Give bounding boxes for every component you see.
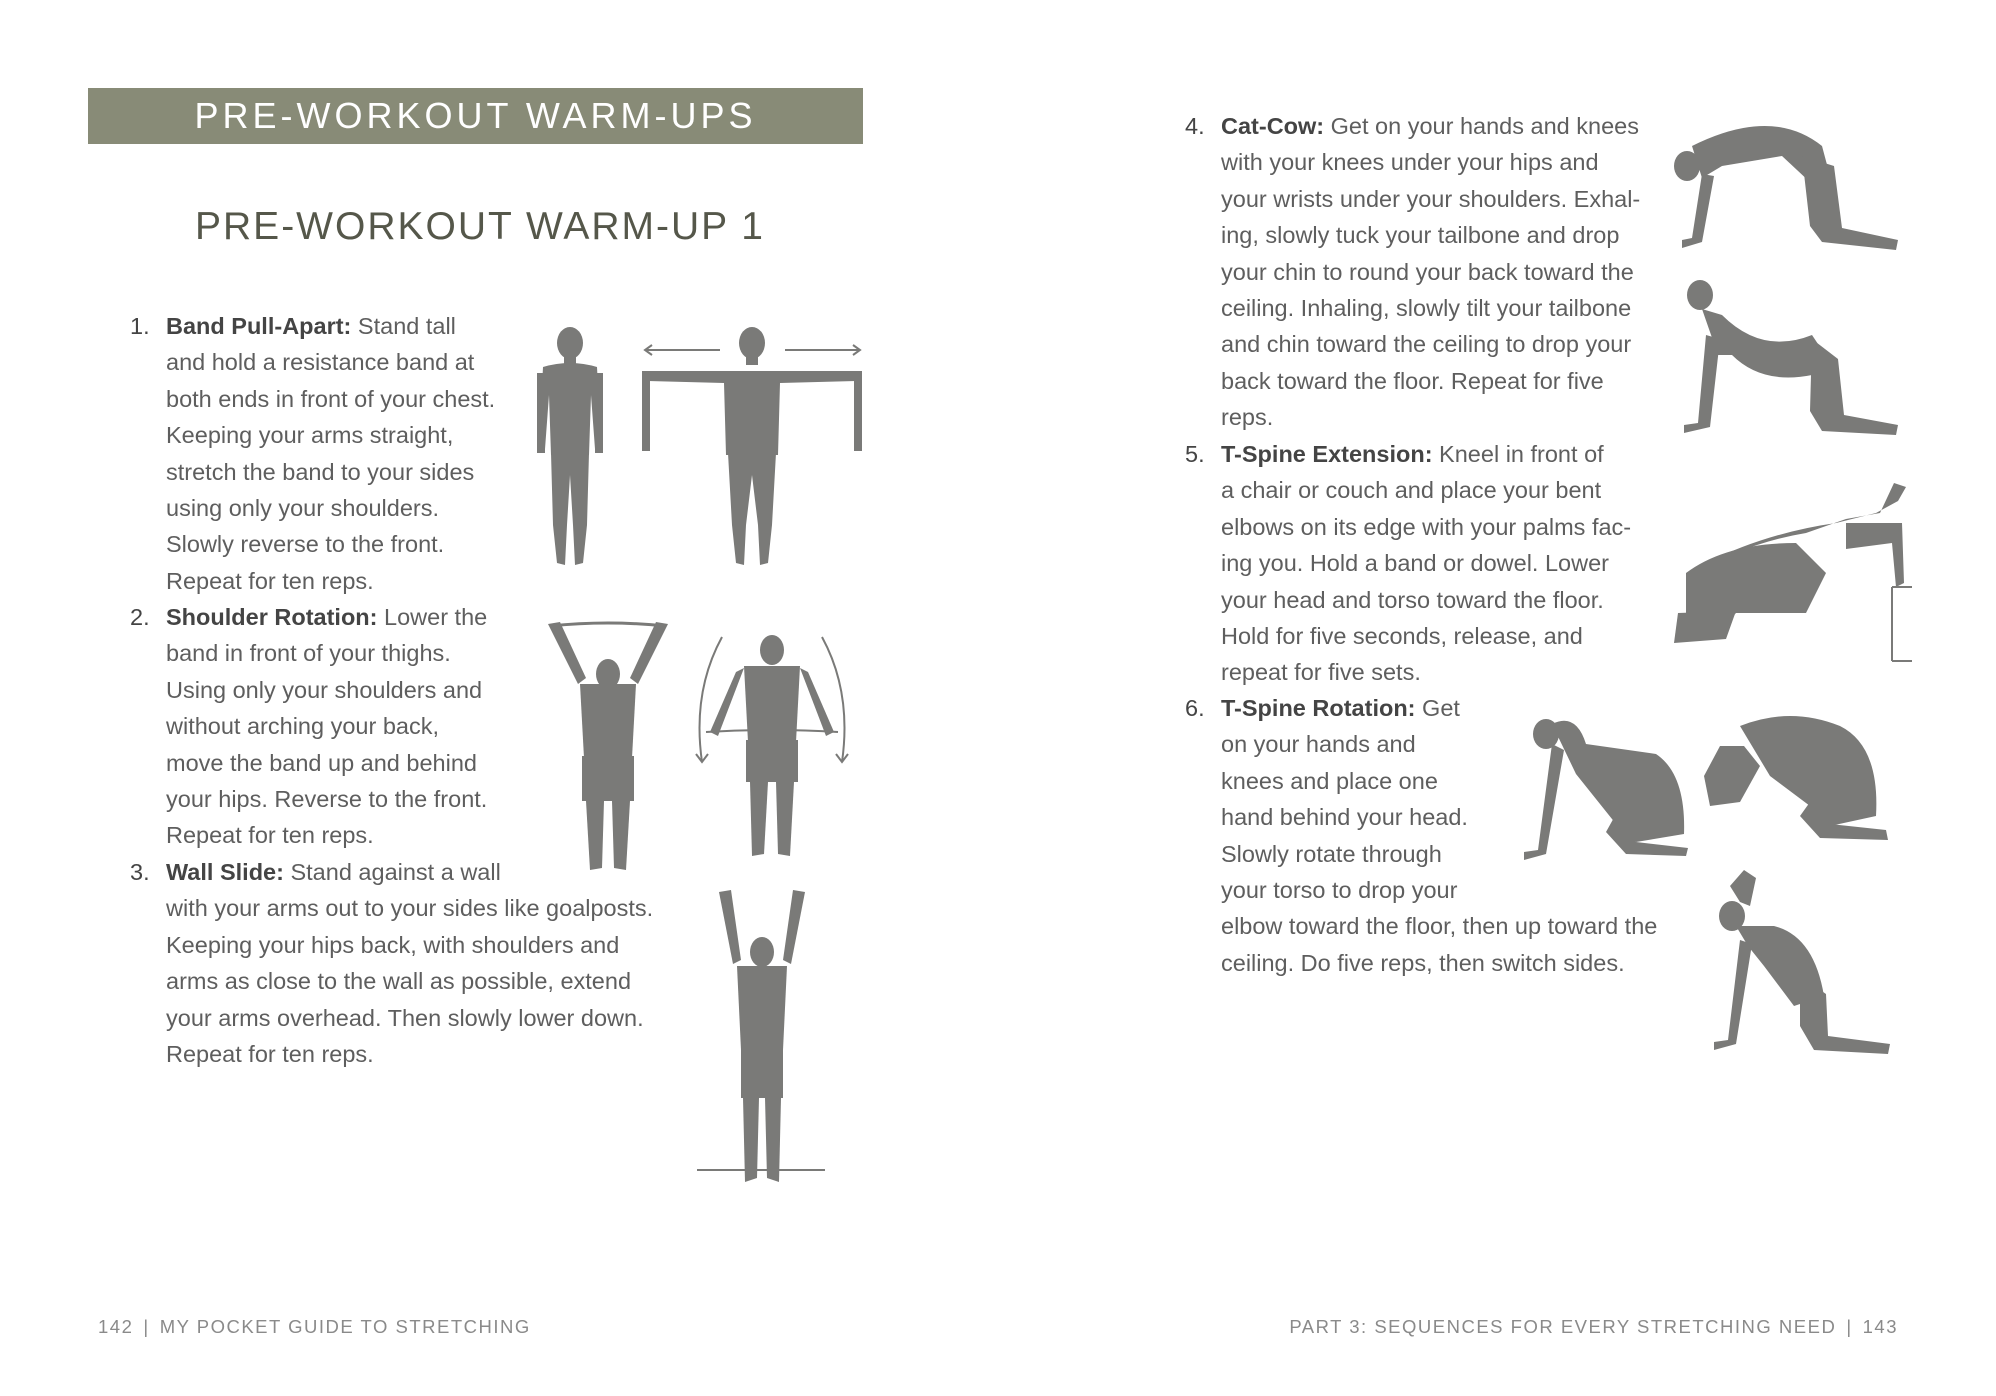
person-cat-pose-icon <box>1662 116 1912 256</box>
page-number: 143 <box>1862 1316 1898 1337</box>
person-kneeling-rotation-icon <box>1704 866 1914 1056</box>
person-kneeling-rotation-icon <box>1700 706 1910 846</box>
item-name: Cat-Cow: <box>1221 113 1325 139</box>
item-number: 6. <box>1185 695 1205 721</box>
section-banner: PRE-WORKOUT WARM-UPS <box>88 88 863 144</box>
exercise-item-t-spine-rotation: 6. T-Spine Rotation: Get on your hands and knees and place one hand behind your head. Slowly rotate through your torso to drop your elbow toward the floor, then up toward the ceiling. Do five reps, then switch sides. <box>1221 690 1657 981</box>
part-title: PART 3: SEQUENCES FOR EVERY STRETCHING NEED <box>1289 1316 1837 1337</box>
item-name: T-Spine Extension: <box>1221 441 1433 467</box>
person-kneeling-chair-icon <box>1666 483 1916 673</box>
section-title: PRE-WORKOUT WARM-UP 1 <box>195 205 765 248</box>
exercise-item-band-pull-apart: 1. Band Pull-Apart: Stand tall and hold a resistance band at both ends in front of your chest. Keeping your arms straight, stretch the band to your sides using only your shoulders. Slowly reverse to the front. Repeat for ten reps. <box>166 308 495 599</box>
item-name: Band Pull-Apart: <box>166 313 352 339</box>
person-kneeling-rotation-icon <box>1516 714 1696 864</box>
item-number: 4. <box>1185 113 1205 139</box>
item-number: 2. <box>130 604 150 630</box>
exercise-item-wall-slide: 3. Wall Slide: Stand against a wall with your arms out to your sides like goalposts. Keeping your hips back, with shoulders and arms as close to the wall as possible, extend your arms overhead. Then slowly lower down. Repeat for ten reps. <box>166 854 653 1072</box>
person-wall-slide-icon <box>697 890 827 1190</box>
person-cow-pose-icon <box>1662 275 1912 445</box>
person-band-arc-icon <box>692 632 852 872</box>
book-title: MY POCKET GUIDE TO STRETCHING <box>159 1316 531 1337</box>
person-arms-out-band-icon <box>640 325 865 570</box>
person-band-overhead-icon <box>538 618 678 878</box>
item-number: 1. <box>130 313 150 339</box>
footer-right: PART 3: SEQUENCES FOR EVERY STRETCHING NEED | 143 <box>1289 1316 1898 1337</box>
item-number: 3. <box>130 859 150 885</box>
item-name: Wall Slide: <box>166 859 284 885</box>
exercise-item-cat-cow: 4. Cat-Cow: Get on your hands and knees with your knees under your hips and your wrists under your shoulders. Exhal- ing, slowly tuck your tailbone and drop your chin to round your back toward the ceiling. Inhaling, slowly tilt your tailbone and chin toward the ceiling to drop your back toward the floor. Repeat for five reps. <box>1221 108 1640 436</box>
item-number: 5. <box>1185 441 1205 467</box>
exercise-item-shoulder-rotation: 2. Shoulder Rotation: Lower the band in front of your thighs. Using only your shoulders and without arching your back, move the band up and behind your hips. Reverse to the front. Repeat for ten reps. <box>166 599 487 854</box>
item-name: T-Spine Rotation: <box>1221 695 1416 721</box>
footer-left: 142 | MY POCKET GUIDE TO STRETCHING <box>98 1316 531 1337</box>
item-name: Shoulder Rotation: <box>166 604 378 630</box>
right-page <box>998 0 1996 1396</box>
exercise-item-t-spine-extension: 5. T-Spine Extension: Kneel in front of a chair or couch and place your bent elbows on its edge with your palms fac- ing you. Hold a band or dowel. Lower your head and torso toward the floor. Hold for five seconds, release, and repeat for five sets. <box>1221 436 1631 691</box>
person-standing-band-icon <box>525 325 615 570</box>
page-number: 142 <box>98 1316 134 1337</box>
